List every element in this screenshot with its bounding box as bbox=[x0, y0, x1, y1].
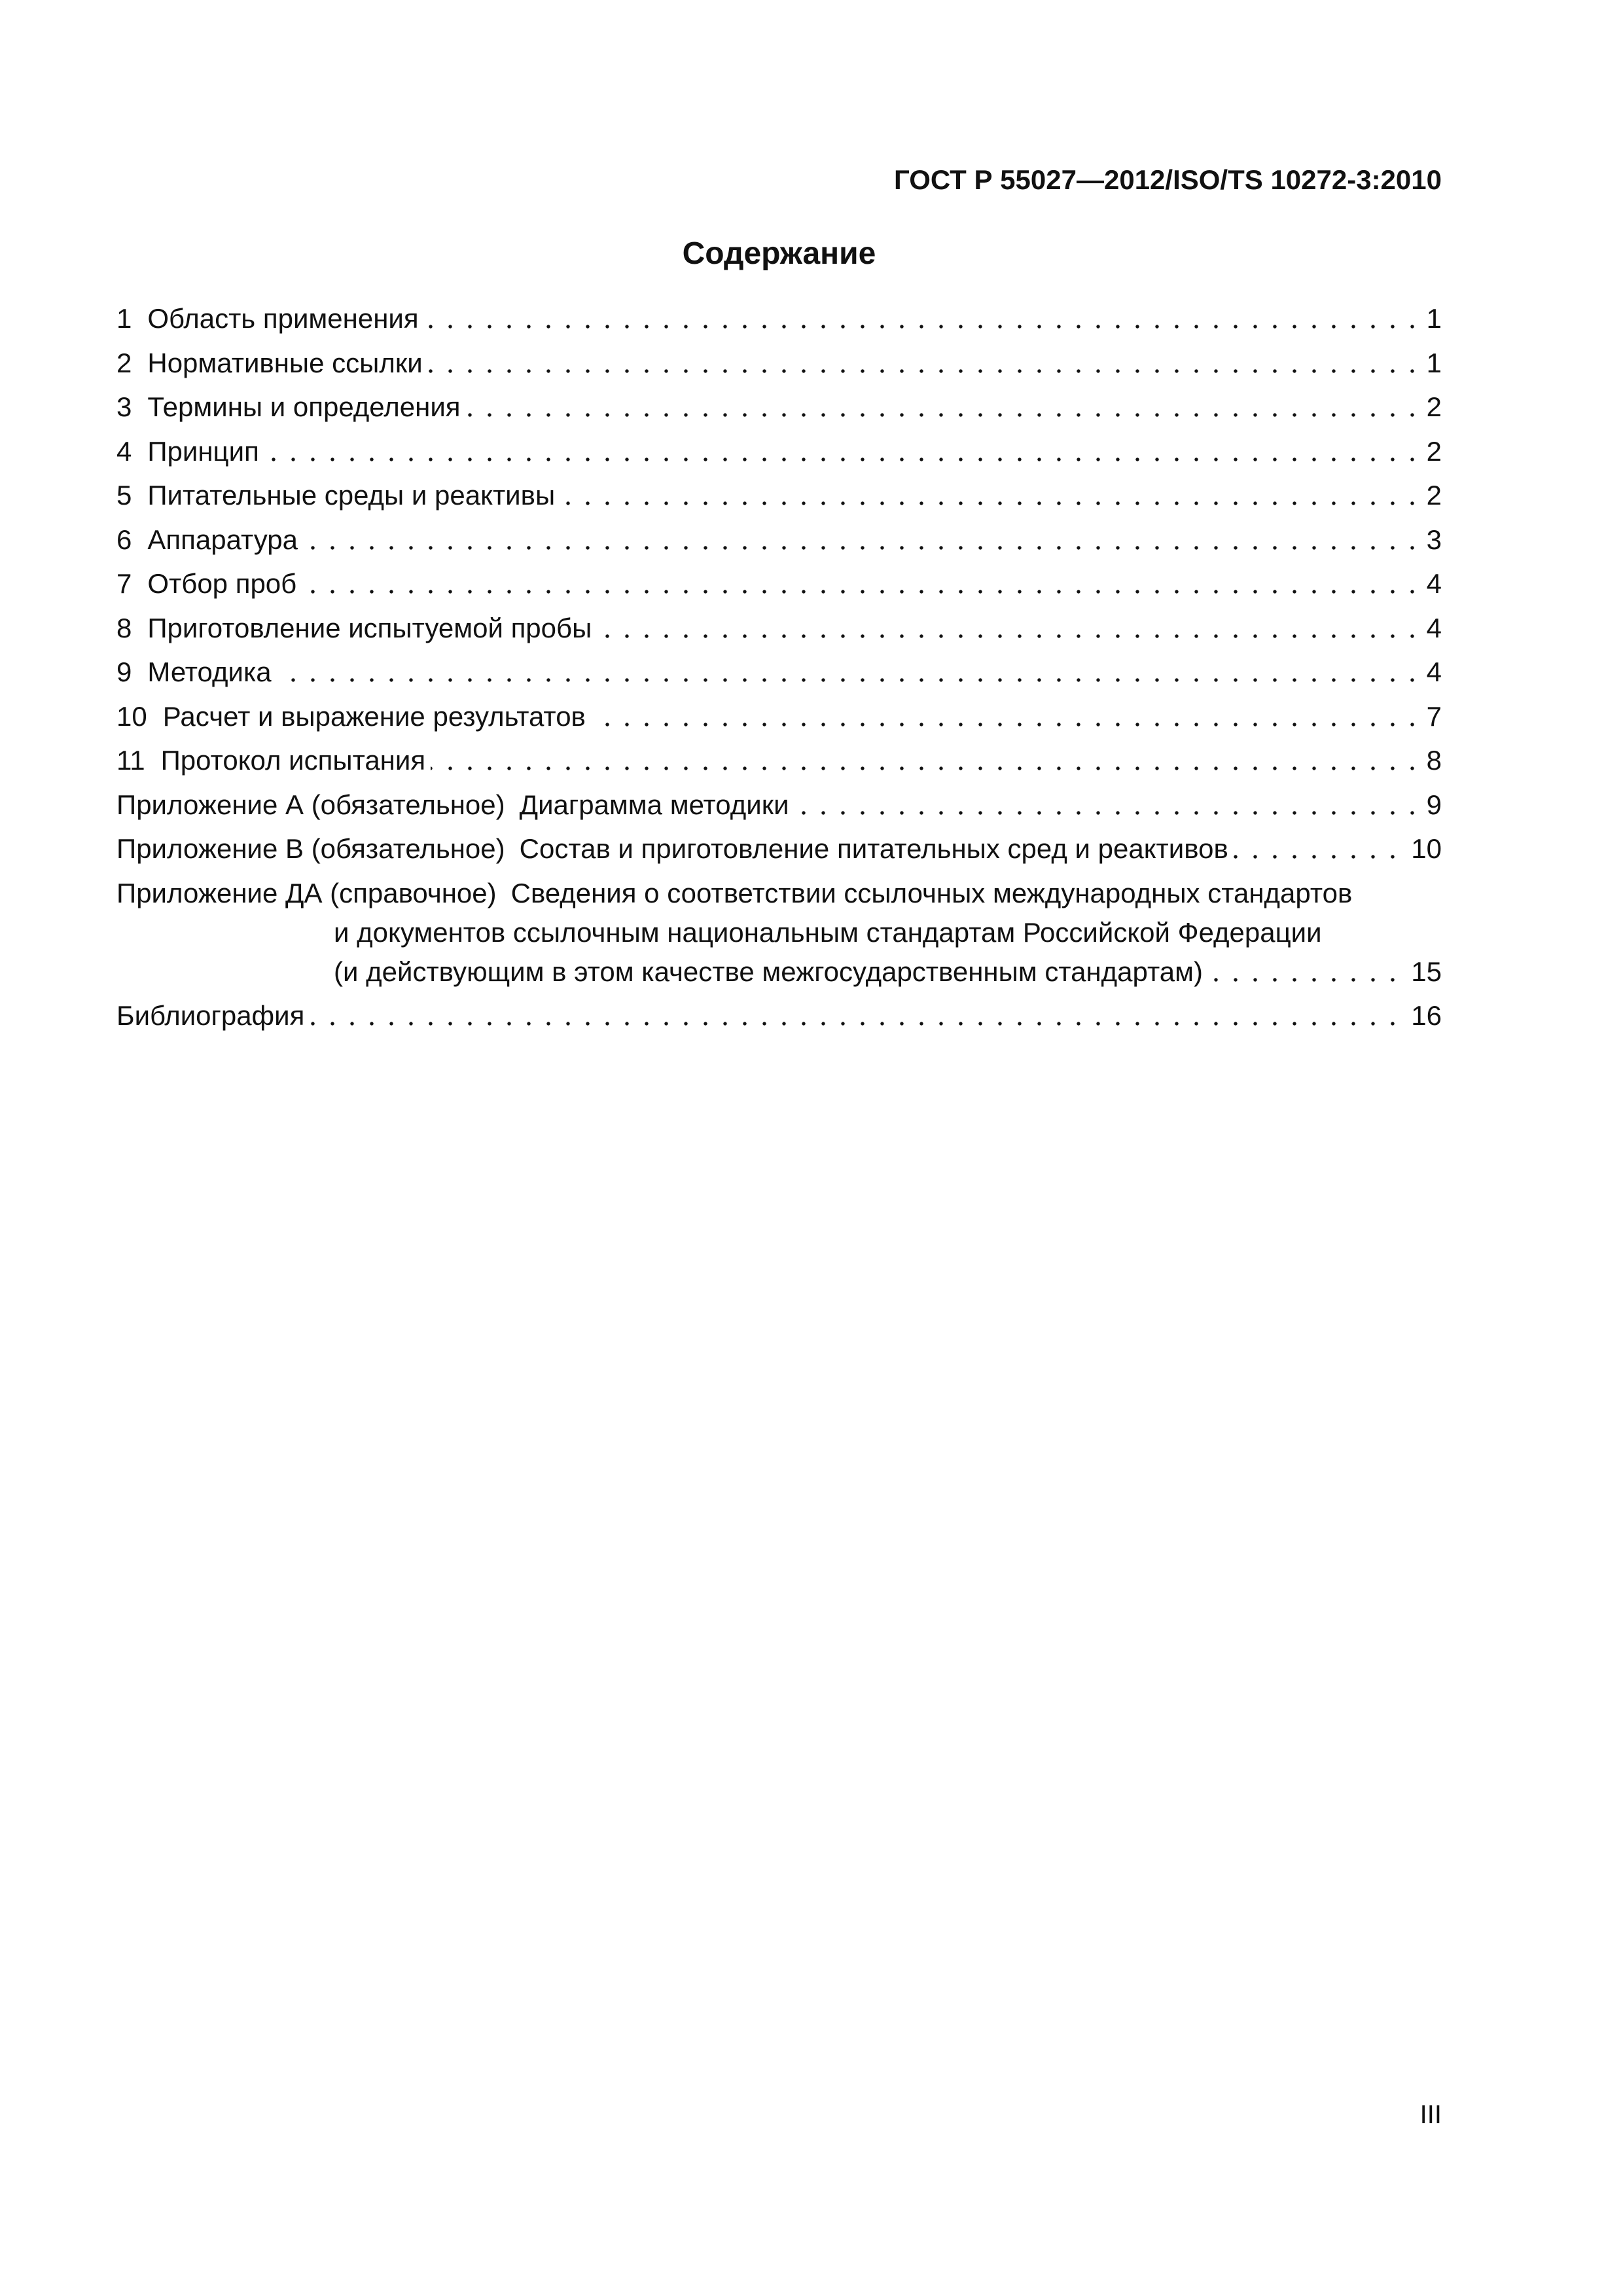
toc-entry-9 bbox=[116, 653, 1442, 692]
toc-entry-text bbox=[116, 520, 303, 560]
toc-entry-page-number: 15 bbox=[1403, 952, 1442, 992]
toc-entry-page-number: 2 bbox=[1419, 476, 1442, 515]
toc-entry-text bbox=[116, 785, 794, 825]
toc-entry-number: 5 bbox=[116, 480, 132, 511]
toc-entry-number: 6 bbox=[116, 524, 132, 555]
toc-entry-line bbox=[116, 520, 1442, 560]
toc-entry-title: Питательные среды и реактивы bbox=[147, 480, 556, 511]
toc-entry-line bbox=[116, 874, 1442, 913]
toc-entry-line bbox=[116, 785, 1442, 825]
toc-entry-text bbox=[116, 874, 1357, 913]
toc-entry-title: Термины и определения bbox=[147, 391, 461, 422]
toc-entry-title: Расчет и выражение результатов bbox=[162, 700, 586, 732]
toc-entry-page-number: 4 bbox=[1419, 609, 1442, 648]
toc-entry-text bbox=[116, 299, 424, 338]
dot-leader bbox=[1208, 952, 1403, 992]
toc-entry-8 bbox=[116, 609, 1442, 648]
toc-entry-text bbox=[116, 609, 597, 648]
toc-entry-text bbox=[116, 697, 591, 736]
toc-entry-3 bbox=[116, 387, 1442, 427]
toc-entry-title: Область применения bbox=[147, 303, 419, 334]
toc-entry-page-number: 4 bbox=[1419, 564, 1442, 603]
toc-entry-appendix-label: Приложение В (обязательное) bbox=[116, 833, 505, 864]
dot-leader bbox=[428, 344, 1419, 383]
toc-entry-text bbox=[116, 344, 428, 383]
toc-entry-line bbox=[116, 387, 1442, 427]
toc-entry-title: Методика bbox=[147, 656, 272, 687]
toc-entry-title: Состав и приготовление питательных сред и реактивов bbox=[519, 833, 1228, 864]
toc-entry-continuation-line bbox=[334, 952, 1442, 992]
dot-leader bbox=[431, 741, 1419, 780]
table-of-contents bbox=[116, 299, 1442, 1041]
toc-entry-title: Отбор проб bbox=[147, 568, 297, 599]
toc-entry-page-number: 3 bbox=[1419, 520, 1442, 560]
dot-leader bbox=[310, 996, 1403, 1035]
toc-entry-number: 11 bbox=[116, 745, 145, 776]
toc-entry-2 bbox=[116, 344, 1442, 383]
toc-entry-line bbox=[116, 299, 1442, 338]
toc-entry-6 bbox=[116, 520, 1442, 560]
dot-leader bbox=[591, 697, 1419, 736]
toc-entry-line bbox=[116, 609, 1442, 648]
toc-entry-text bbox=[116, 653, 277, 692]
toc-entry-appendix-b bbox=[116, 829, 1442, 869]
toc-entry-text bbox=[116, 741, 431, 780]
dot-leader bbox=[597, 609, 1418, 648]
toc-entry-line bbox=[116, 996, 1442, 1035]
toc-entry-page-number: 8 bbox=[1419, 741, 1442, 780]
toc-entry-page-number: 10 bbox=[1403, 829, 1442, 869]
toc-entry-number: 9 bbox=[116, 656, 132, 687]
toc-entry-line bbox=[116, 697, 1442, 736]
toc-entry-number: 3 bbox=[116, 391, 132, 422]
standard-designation: ГОСТ Р 55027—2012/ISO/TS 10272-3:2010 bbox=[893, 164, 1442, 195]
toc-entry-title-line-2: и документов ссылочным национальным стандартам Российской Федерации bbox=[334, 913, 1327, 952]
toc-entry-line bbox=[116, 564, 1442, 603]
toc-entry-appendix-a bbox=[116, 785, 1442, 825]
toc-entry-page-number: 4 bbox=[1419, 653, 1442, 692]
toc-entry-page-number: 7 bbox=[1419, 697, 1442, 736]
toc-entry-text bbox=[116, 432, 264, 471]
dot-leader bbox=[303, 520, 1419, 560]
toc-entry-text bbox=[116, 476, 560, 515]
toc-entry-page-number: 9 bbox=[1419, 785, 1442, 825]
toc-entry-page-number: 1 bbox=[1419, 299, 1442, 338]
toc-entry-1 bbox=[116, 299, 1442, 338]
toc-entry-title: Протокол испытания bbox=[160, 745, 426, 776]
toc-entry-text bbox=[116, 829, 1234, 869]
toc-entry-5 bbox=[116, 476, 1442, 515]
toc-entry-title: Нормативные ссылки bbox=[147, 347, 423, 378]
toc-entry-line bbox=[116, 741, 1442, 780]
dot-leader bbox=[794, 785, 1419, 825]
toc-entry-line bbox=[116, 344, 1442, 383]
dot-leader bbox=[1234, 829, 1404, 869]
toc-entry-continuation-line bbox=[334, 913, 1442, 952]
toc-entry-number: 4 bbox=[116, 435, 132, 467]
dot-leader bbox=[560, 476, 1419, 515]
toc-entry-number: 10 bbox=[116, 700, 147, 732]
toc-entry-appendix-label: Приложение А (обязательное) bbox=[116, 789, 505, 820]
toc-entry-number: 8 bbox=[116, 612, 132, 643]
dot-leader bbox=[264, 432, 1419, 471]
toc-entry-appendix-label: Приложение ДА (справочное) bbox=[116, 877, 497, 908]
toc-entry-line bbox=[116, 829, 1442, 869]
toc-entry-page-number: 2 bbox=[1419, 387, 1442, 427]
toc-entry-page-number: 16 bbox=[1403, 996, 1442, 1035]
toc-entry-number: 2 bbox=[116, 347, 132, 378]
toc-entry-4 bbox=[116, 432, 1442, 471]
toc-entry-page-number: 2 bbox=[1419, 432, 1442, 471]
toc-entry-title: Принцип bbox=[147, 435, 259, 467]
toc-entry-line bbox=[116, 653, 1442, 692]
toc-entry-title-line-3: (и действующим в этом качестве межгосударственным стандартам) bbox=[334, 952, 1208, 992]
toc-entry-line bbox=[116, 476, 1442, 515]
toc-entry-text bbox=[116, 564, 302, 603]
toc-entry-10 bbox=[116, 697, 1442, 736]
toc-entry-title: Аппаратура bbox=[147, 524, 298, 555]
toc-entry-title-line-1: Сведения о соответствии ссылочных международных стандартов bbox=[510, 877, 1353, 908]
dot-leader bbox=[466, 387, 1419, 427]
toc-entry-number: 1 bbox=[116, 303, 132, 334]
toc-title: Содержание bbox=[682, 236, 876, 271]
toc-entry-bibliography bbox=[116, 996, 1442, 1035]
dot-leader bbox=[302, 564, 1418, 603]
toc-entry-page-number: 1 bbox=[1419, 344, 1442, 383]
toc-entry-line bbox=[116, 432, 1442, 471]
toc-entry-title: Библиография bbox=[116, 996, 310, 1035]
toc-entry-number: 7 bbox=[116, 568, 132, 599]
toc-entry-title: Диаграмма методики bbox=[519, 789, 789, 820]
dot-leader bbox=[424, 299, 1419, 338]
toc-entry-text bbox=[116, 387, 466, 427]
toc-entry-appendix-da bbox=[116, 874, 1442, 992]
toc-entry-7 bbox=[116, 564, 1442, 603]
page-number: III bbox=[1419, 2100, 1442, 2129]
toc-entry-11 bbox=[116, 741, 1442, 780]
dot-leader bbox=[277, 653, 1419, 692]
toc-entry-title: Приготовление испытуемой пробы bbox=[147, 612, 592, 643]
